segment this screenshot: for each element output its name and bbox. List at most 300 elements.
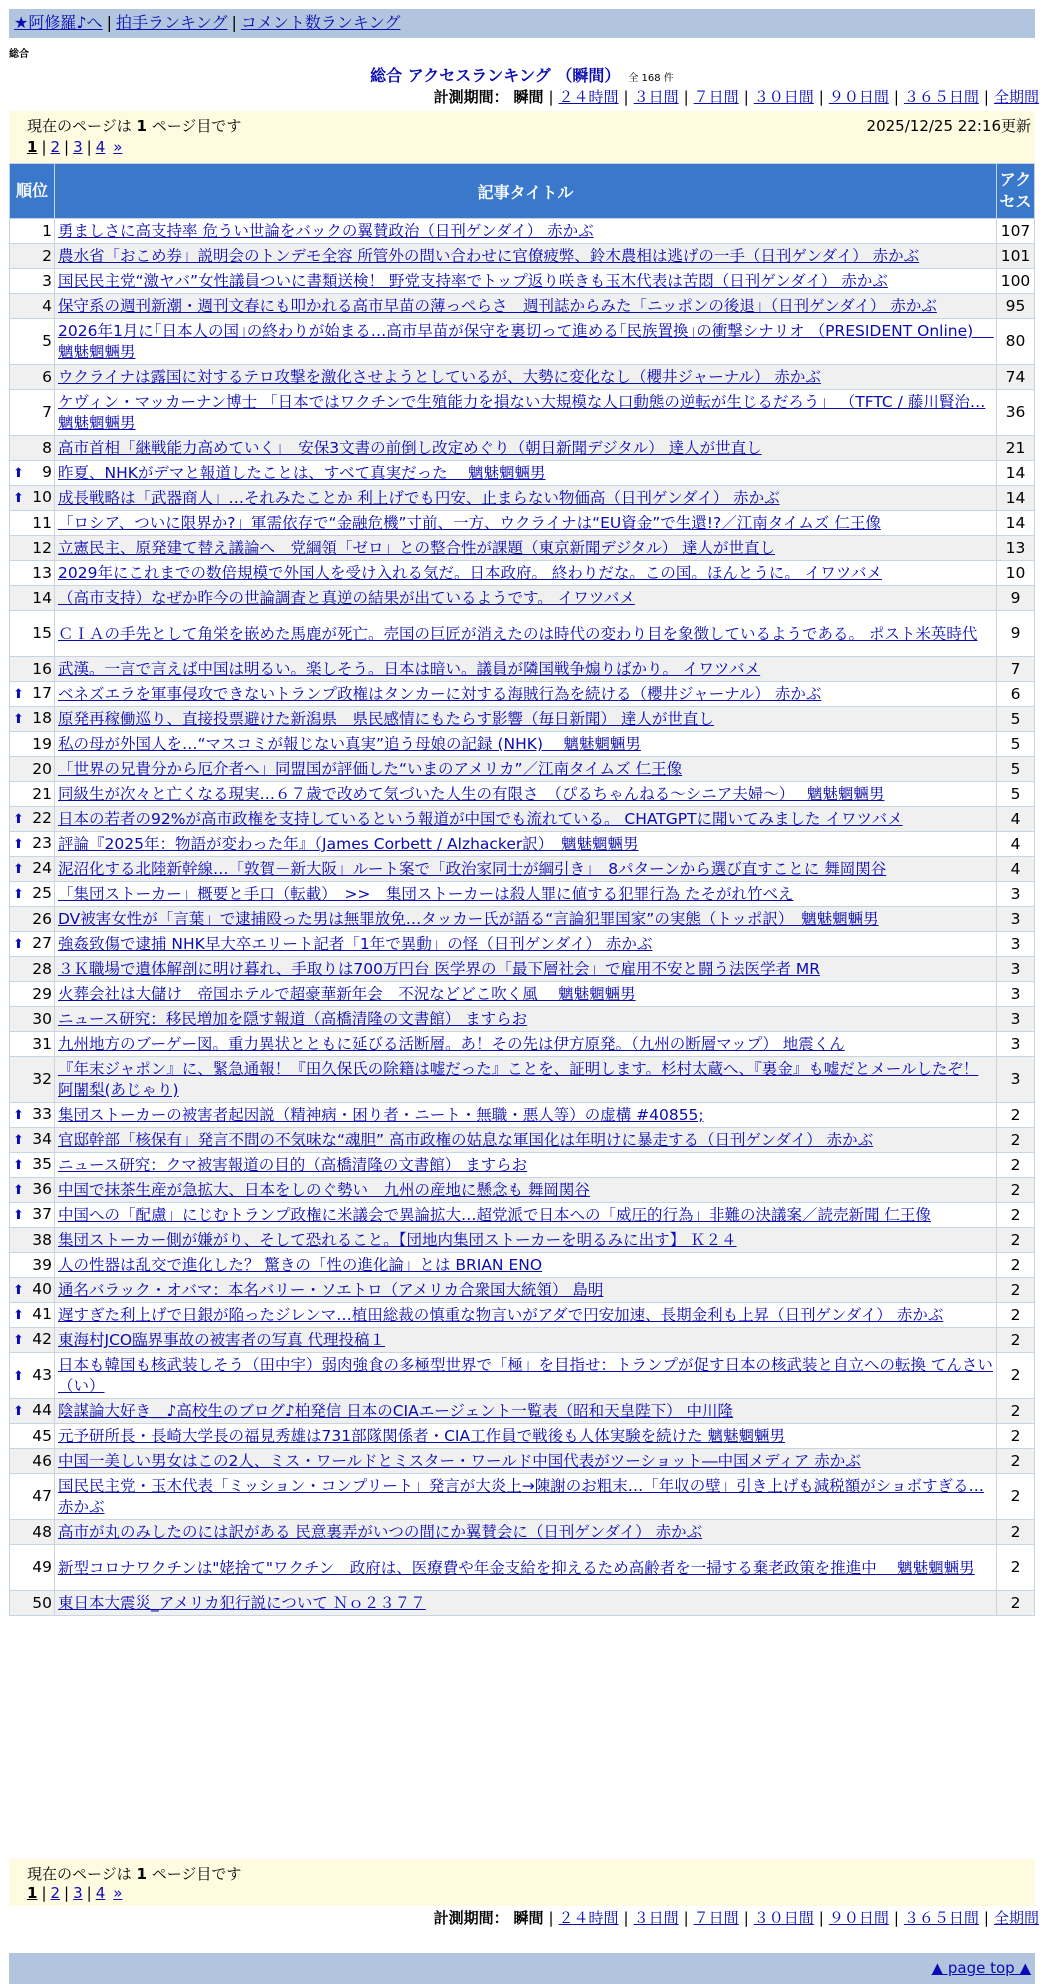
pager-link-2[interactable]: 2 <box>50 138 61 156</box>
title-cell <box>55 882 997 907</box>
access-count: 95 <box>997 294 1035 319</box>
article-link[interactable]: ニュース研究：移民増加を隠す報道（高橋清隆の文書館） ますらお <box>58 1010 528 1028</box>
article-link[interactable]: 同級生が次々と亡くなる現実…６７歳で改めて気づいた人生の有限さ （ぴるちゃんねる〜シニア夫婦〜） 魑魅魍魎男 <box>58 785 885 803</box>
article-link[interactable]: 2026年1月に｢日本人の国｣の終わりが始まる…高市早苗が保守を裏切って進める｢民族置換｣の衝撃シナリオ （PRESIDENT Online) 魑魅魍魎男 <box>58 322 994 361</box>
access-count: 36 <box>997 390 1035 436</box>
table-row <box>10 1449 1035 1474</box>
article-link[interactable]: ３Ｋ職場で遺体解剖に明け暮れ、手取りは700万円台 医学界の「最下層社会」で雇用不安と闘う法医学者 MR <box>58 960 821 978</box>
rank-cell <box>10 1545 55 1591</box>
article-link[interactable]: 九州地方のブーゲー図。重力異状とともに延びる活断層。あ！その先は伊方原発。（九州の断層マップ） 地震くん <box>58 1035 845 1053</box>
access-count: 2 <box>997 1474 1035 1520</box>
article-link[interactable]: 火葬会社は大儲け 帝国ホテルで超豪華新年会 不況などどこ吹く風 魑魅魍魎男 <box>58 985 636 1003</box>
article-link[interactable]: 私の母が外国人を…“マスコミが報じない真実”追う母娘の記録 (NHK) 魑魅魍魎男 <box>58 735 641 753</box>
access-count: 2 <box>997 1278 1035 1303</box>
rank-number: 11 <box>32 513 52 532</box>
title-cell <box>55 732 997 757</box>
rank-cell <box>10 586 55 611</box>
article-link[interactable]: 『年末ジャポン』に、緊急通報！『田久保氏の除籍は嘘だった』ことを、証明します。杉村太蔵へ、『裏金』も嘘だとメールしたぞ！ 阿闍梨(あじゃり) <box>58 1060 979 1099</box>
table-row <box>10 1103 1035 1128</box>
article-link[interactable]: 国民民主党“激ヤバ”女性議員ついに書類送検！ 野党支持率でトップ返り咲きも玉木代表は苦悶（日刊ゲンダイ） 赤かぶ <box>58 272 888 290</box>
access-count: 107 <box>997 219 1035 244</box>
rank-cell <box>10 832 55 857</box>
article-link[interactable]: 新型コロナワクチンは"姥捨て"ワクチン 政府は、医療費や年金支給を抑えるため高齢者を一掃する棄老政策を推進中 魑魅魍魎男 <box>58 1558 975 1577</box>
period-link-7d[interactable]: ７日間 <box>693 88 739 106</box>
period-link-90d[interactable]: ９０日間 <box>828 88 889 106</box>
title-cell <box>55 1007 997 1032</box>
article-link[interactable]: 泥沼化する北陸新幹線…「敦賀－新大阪」ルート案で「政治家同士が綱引き」 8パターンから選び直すことに 舞岡関谷 <box>58 860 887 878</box>
rank-number: 31 <box>32 1034 52 1053</box>
up-arrow-icon: ⬆ <box>13 687 24 702</box>
article-link[interactable]: ケヴィン・マッカーナン博士 「日本ではワクチンで生殖能力を損ない大規模な人口動態の逆転が生じるだろう」 （TFTC / 藤川賢治… 魑魅魍魎男 <box>58 393 986 432</box>
title-cell <box>55 1474 997 1520</box>
rank-cell <box>10 1178 55 1203</box>
rank-number: 15 <box>32 624 52 642</box>
table-row <box>10 561 1035 586</box>
page-top-link[interactable]: ▲ page top ▲ <box>931 1959 1031 1977</box>
rank-number: 22 <box>32 809 52 827</box>
access-count: 5 <box>997 707 1035 732</box>
article-link[interactable]: （高市支持）なぜか昨今の世論調査と真逆の結果が出ているようです。 イワツバメ <box>58 589 635 607</box>
rank-cell <box>10 1424 55 1449</box>
access-count: 4 <box>997 807 1035 832</box>
period-link-365d[interactable]: ３６５日間 <box>903 1909 979 1927</box>
article-link[interactable]: 勇ましさに高支持率 危うい世論をバックの翼賛政治（日刊ゲンダイ） 赤かぶ <box>58 222 594 240</box>
title-cell <box>55 461 997 486</box>
table-row <box>10 1353 1035 1399</box>
table-row <box>10 1228 1035 1253</box>
rank-cell <box>10 294 55 319</box>
period-link-7d[interactable]: ７日間 <box>693 1909 739 1927</box>
article-link[interactable]: 中国一美しい男女はこの2人、ミス・ワールドとミスター・ワールド中国代表がツーショット―中国メディア 赤かぶ <box>58 1452 861 1470</box>
access-count: 10 <box>997 561 1035 586</box>
article-link[interactable]: 遅すぎた利上げで日銀が陥ったジレンマ…植田総裁の慎重な物言いがアダで円安加速、長期金利も上昇（日刊ゲンダイ） 赤かぶ <box>58 1306 944 1324</box>
rank-cell <box>10 1591 55 1616</box>
title-cell <box>55 832 997 857</box>
rank-number: 28 <box>32 959 52 978</box>
up-arrow-icon: ⬆ <box>13 1208 24 1223</box>
rank-number: 7 <box>42 403 52 421</box>
table-row <box>10 782 1035 807</box>
access-count: 14 <box>997 486 1035 511</box>
rank-number: 44 <box>32 1401 52 1419</box>
period-link-90d[interactable]: ９０日間 <box>828 1909 889 1927</box>
table-row <box>10 1474 1035 1520</box>
table-row <box>10 1032 1035 1057</box>
nav-link-clap-ranking[interactable]: 拍手ランキング <box>115 13 228 32</box>
title-cell <box>55 511 997 536</box>
rank-cell <box>10 319 55 365</box>
ranking-table-body <box>10 219 1035 1616</box>
table-row <box>10 1303 1035 1328</box>
page-title-text: 総合 アクセスランキング （瞬間） <box>370 66 621 85</box>
access-count: 3 <box>997 957 1035 982</box>
title-cell <box>55 1328 997 1353</box>
title-cell <box>55 682 997 707</box>
article-link[interactable]: ＣＩＡの手先として角栄を嵌めた馬鹿が死亡。売国の巨匠が消えたのは時代の変わり目を象徴しているようである。 ポスト米英時代 <box>58 624 978 643</box>
up-arrow-icon: ⬆ <box>13 862 24 877</box>
rank-number: 6 <box>42 367 52 386</box>
access-count: 2 <box>997 1520 1035 1545</box>
rank-cell <box>10 657 55 682</box>
article-link[interactable]: 高市首相「継戦能力高めていく」 安保3文書の前倒し改定めぐり（朝日新聞デジタル） 達人が世直し <box>58 439 762 457</box>
period-link-3d[interactable]: ３日間 <box>633 88 679 106</box>
title-cell <box>55 1353 997 1399</box>
rank-number: 4 <box>42 296 52 315</box>
rank-number: 42 <box>32 1330 52 1348</box>
rank-number: 32 <box>32 1070 52 1088</box>
rank-number: 46 <box>32 1451 52 1470</box>
table-row <box>10 1253 1035 1278</box>
pager-top: 1 | 2 | 3 | 4 » <box>27 138 123 156</box>
rank-number: 33 <box>32 1105 52 1123</box>
access-count: 3 <box>997 932 1035 957</box>
pager-next[interactable]: » <box>113 1884 123 1902</box>
period-link-all[interactable]: 全期間 <box>993 88 1039 106</box>
table-row <box>10 1203 1035 1228</box>
rank-number: 30 <box>32 1009 52 1028</box>
access-count: 3 <box>997 1057 1035 1103</box>
rank-number: 17 <box>32 684 52 702</box>
period-current: 瞬間 <box>513 88 544 106</box>
rank-cell <box>10 707 55 732</box>
up-arrow-icon: ⬆ <box>13 937 24 952</box>
article-link[interactable]: 評論『2025年：物語が変わった年』（James Corbett / Alzhacker訳） 魑魅魍魎男 <box>58 835 639 853</box>
up-arrow-icon: ⬆ <box>13 1404 24 1419</box>
article-link[interactable]: 国民民主党・玉木代表「ミッション・コンプリート」発言が大炎上→陳謝のお粗末…「年収の壁」引き上げも減税額がショボすぎる… 赤かぶ <box>58 1477 984 1516</box>
pager-link-4[interactable]: 4 <box>95 138 106 156</box>
access-count: 2 <box>997 1328 1035 1353</box>
pager-link-4[interactable]: 4 <box>95 1884 106 1902</box>
article-link[interactable]: 高市が丸のみしたのには訳がある 民意裏弄がいつの間にか翼賛会に（日刊ゲンダイ） 赤かぶ <box>58 1523 703 1541</box>
title-cell <box>55 219 997 244</box>
access-count: 3 <box>997 882 1035 907</box>
article-link[interactable]: ウクライナは露国に対するテロ攻撃を激化させようとしているが、大勢に変化なし（櫻井ジャーナル） 赤かぶ <box>58 368 821 386</box>
article-link[interactable]: 昨夏、NHKがデマと報道したことは、すべて真実だった 魑魅魍魎男 <box>58 464 546 482</box>
rank-cell <box>10 907 55 932</box>
article-link[interactable]: DV被害女性が「言葉」で逮捕殴った男は無罪放免…タッカー氏が語る“言論犯罪国家”の実態（トッポ訳） 魑魅魍魎男 <box>58 910 879 928</box>
rank-number: 14 <box>32 588 52 607</box>
rank-cell <box>10 1057 55 1103</box>
article-link[interactable]: 官邸幹部「核保有」発言不問の不気味な“魂胆” 高市政権の姑息な軍国化は年明けに暴走する（日刊ゲンダイ） 赤かぶ <box>58 1131 874 1149</box>
title-cell <box>55 1424 997 1449</box>
title-cell <box>55 1591 997 1616</box>
header-access: アクセス <box>997 164 1035 219</box>
rank-number: 19 <box>32 734 52 753</box>
table-row <box>10 294 1035 319</box>
title-cell <box>55 1520 997 1545</box>
article-link[interactable]: 強姦致傷で逮捕 NHK早大卒エリート記者「1年で異動」の怪（日刊ゲンダイ） 赤かぶ <box>58 935 653 953</box>
access-count: 3 <box>997 982 1035 1007</box>
rank-cell <box>10 1007 55 1032</box>
access-count: 2 <box>997 1103 1035 1128</box>
article-link[interactable]: 陰謀論大好き＿♪高校生のブログ♪柏発信 日本のCIAエージェント一覧表（昭和天皇陛下） 中川隆 <box>58 1402 734 1420</box>
table-row <box>10 1545 1035 1591</box>
rank-cell <box>10 1278 55 1303</box>
up-arrow-icon: ⬆ <box>13 1133 24 1148</box>
rank-cell <box>10 365 55 390</box>
rank-number: 3 <box>42 271 52 290</box>
access-count: 21 <box>997 436 1035 461</box>
current-page-number: 1 <box>136 1865 147 1883</box>
title-cell <box>55 536 997 561</box>
table-row <box>10 907 1035 932</box>
table-row <box>10 1278 1035 1303</box>
rank-number: 43 <box>32 1365 52 1384</box>
rank-cell <box>10 882 55 907</box>
article-link[interactable]: ベネズエラを軍事侵攻できないトランプ政権はタンカーに対する海賊行為を続ける（櫻井ジャーナル） 赤かぶ <box>58 685 822 703</box>
access-count: 2 <box>997 1545 1035 1591</box>
pager-link-2[interactable]: 2 <box>50 1884 61 1902</box>
current-page-number: 1 <box>136 117 147 135</box>
up-arrow-icon: ⬆ <box>13 1183 24 1198</box>
table-row <box>10 219 1035 244</box>
period-link-24h[interactable]: ２４時間 <box>558 1909 619 1927</box>
rank-cell <box>10 1474 55 1520</box>
article-link[interactable]: 武漢。一言で言えば中国は明るい。楽しそう。日本は暗い。議員が隣国戦争煽りばかり。 イワツバメ <box>58 660 761 678</box>
title-cell <box>55 1203 997 1228</box>
title-cell <box>55 657 997 682</box>
access-count: 2 <box>997 1253 1035 1278</box>
article-link[interactable]: 中国への「配慮」にじむトランプ政権に米議会で異論拡大…超党派で日本への「威圧的行為」非難の決議案／読売新聞 仁王像 <box>58 1206 931 1224</box>
article-link[interactable]: 元予研所長・長崎大学長の福見秀雄は731部隊関係者・CIA工作員で戦後も人体実験を続けた 魑魅魍魎男 <box>58 1427 786 1445</box>
rank-number: 35 <box>32 1155 52 1173</box>
rank-number: 50 <box>32 1593 52 1612</box>
period-label: 計測期間： <box>433 1909 509 1927</box>
current-page-suffix: ページ目です <box>151 1865 242 1883</box>
table-row <box>10 1178 1035 1203</box>
table-row <box>10 957 1035 982</box>
access-count: 2 <box>997 1128 1035 1153</box>
table-row <box>10 707 1035 732</box>
article-link[interactable]: 人の性器は乱交で進化した？ 驚きの「性の進化論」とは BRIAN ENO <box>58 1256 543 1274</box>
access-count: 6 <box>997 682 1035 707</box>
rank-number: 18 <box>32 709 52 727</box>
period-link-3d[interactable]: ３日間 <box>633 1909 679 1927</box>
updated-timestamp: 2025/12/25 22:16更新 <box>866 117 1031 135</box>
rank-cell <box>10 244 55 269</box>
period-current: 瞬間 <box>513 1909 544 1927</box>
rank-number: 10 <box>32 488 52 506</box>
rank-number: 24 <box>32 859 52 877</box>
table-row <box>10 1007 1035 1032</box>
rank-cell <box>10 1399 55 1424</box>
title-cell <box>55 982 997 1007</box>
up-arrow-icon: ⬆ <box>13 1158 24 1173</box>
title-cell <box>55 932 997 957</box>
access-count: 2 <box>997 1399 1035 1424</box>
pager-bottom: 1 | 2 | 3 | 4 » <box>27 1884 123 1902</box>
rank-number: 9 <box>42 463 52 481</box>
article-link[interactable]: 東海村JCO臨界事故の被害者の写真 代理投稿１ <box>58 1331 386 1349</box>
table-row <box>10 982 1035 1007</box>
article-link[interactable]: 「世界の兄貴分から厄介者へ」同盟国が評価した“いまのアメリカ”／江南タイムズ 仁王像 <box>58 760 683 778</box>
header-title: 記事タイトル <box>55 164 997 219</box>
access-count: 2 <box>997 1353 1035 1399</box>
title-cell <box>55 857 997 882</box>
access-count: 3 <box>997 907 1035 932</box>
article-link[interactable]: 日本も韓国も核武装しそう（田中宇）弱肉強食の多極型世界で「極」を目指せ：トランプが促す日本の核武装と自立への転換 てんさい（い） <box>58 1356 993 1395</box>
pager-link-3[interactable]: 3 <box>73 138 83 156</box>
title-cell <box>55 1399 997 1424</box>
rank-number: 26 <box>32 909 52 928</box>
article-link[interactable]: 「集団ストーカー」概要と手口（転載） >> 集団ストーカーは殺人罪に値する犯罪行為 たそがれ竹べえ <box>58 885 794 903</box>
nav-link-comment-ranking[interactable]: コメント数ランキング <box>240 13 401 32</box>
rank-cell <box>10 219 55 244</box>
article-link[interactable]: 原発再稼働巡り、直接投票避けた新潟県 県民感情にもたらす影響（毎日新聞） 達人が世直し <box>58 710 714 728</box>
access-count: 9 <box>997 611 1035 657</box>
title-cell <box>55 244 997 269</box>
up-arrow-icon: ⬆ <box>13 1108 24 1123</box>
article-link[interactable]: 「ロシア、ついに限界か?」軍需依存で“金融危機”寸前、一方、ウクライナは“EU資金”で生還!?／江南タイムズ 仁王像 <box>58 514 881 532</box>
period-link-30d[interactable]: ３０日間 <box>753 1909 814 1927</box>
table-row <box>10 657 1035 682</box>
access-count: 2 <box>997 1153 1035 1178</box>
table-row <box>10 461 1035 486</box>
rank-cell <box>10 757 55 782</box>
table-row <box>10 269 1035 294</box>
rank-number: 40 <box>32 1280 52 1298</box>
rank-cell <box>10 1328 55 1353</box>
pager-next[interactable]: » <box>113 138 123 156</box>
table-row <box>10 882 1035 907</box>
article-link[interactable]: ニュース研究：クマ被害報道の目的（高橋清隆の文書館） ますらお <box>58 1156 528 1174</box>
rank-cell <box>10 1353 55 1399</box>
table-header-row <box>10 164 1035 219</box>
rank-number: 48 <box>32 1522 52 1541</box>
table-row <box>10 611 1035 657</box>
title-cell <box>55 390 997 436</box>
rank-cell <box>10 1228 55 1253</box>
table-row <box>10 1328 1035 1353</box>
table-row <box>10 436 1035 461</box>
nav-link-asyura[interactable]: ★阿修羅♪へ <box>14 13 103 32</box>
title-cell <box>55 907 997 932</box>
nav-separator: | <box>231 13 237 32</box>
up-arrow-icon: ⬆ <box>13 466 24 481</box>
article-link[interactable]: 成長戦略は「武器商人」…それみたことか 利上げでも円安、止まらない物価高（日刊ゲンダイ） 赤かぶ <box>58 489 780 507</box>
access-count: 14 <box>997 511 1035 536</box>
rank-number: 5 <box>42 332 52 350</box>
access-count: 101 <box>997 244 1035 269</box>
rank-number: 49 <box>32 1558 52 1576</box>
rank-number: 2 <box>42 246 52 265</box>
rank-cell <box>10 1153 55 1178</box>
period-link-all[interactable]: 全期間 <box>993 1909 1039 1927</box>
access-count: 2 <box>997 1424 1035 1449</box>
article-link[interactable]: 集団ストーカー側が嫌がり、そして恐れること。【団地内集団ストーカーを明るみに出す】 Ｋ２４ <box>58 1231 737 1249</box>
table-row <box>10 807 1035 832</box>
period-link-30d[interactable]: ３０日間 <box>753 88 814 106</box>
page-top-bar <box>9 1953 1035 1984</box>
rank-number: 12 <box>32 538 52 557</box>
rank-cell <box>10 1303 55 1328</box>
title-cell <box>55 486 997 511</box>
title-cell <box>55 1103 997 1128</box>
access-count: 74 <box>997 365 1035 390</box>
article-link[interactable]: 保守系の週刊新潮・週刊文春にも叩かれる高市早苗の薄っぺらさ 週刊誌からみた「ニッポンの後退」（日刊ゲンダイ） 赤かぶ <box>58 297 937 315</box>
period-link-365d[interactable]: ３６５日間 <box>903 88 979 106</box>
rank-cell <box>10 486 55 511</box>
article-link[interactable]: 日本の若者の92%が高市政権を支持しているという報道が中国でも流れている。 CHATGPTに聞いてみました イワツバメ <box>58 810 903 828</box>
article-link[interactable]: 農水省「おこめ券」説明会のトンデモ全容 所管外の問い合わせに官僚疲弊、鈴木農相は逃げの一手（日刊ゲンダイ） 赤かぶ <box>58 247 920 265</box>
status-panel-bottom <box>9 1859 1035 1906</box>
period-link-24h[interactable]: ２４時間 <box>558 88 619 106</box>
period-selector-top: 計測期間： 瞬間 | ２４時間 | ３日間 | ７日間 | ３０日間 | ９０日間 | ３６５日間 | 全期間 <box>433 88 1039 106</box>
access-count: 5 <box>997 732 1035 757</box>
article-link[interactable]: 通名バラック・オバマ：本名バリー・ソエトロ（アメリカ合衆国大統領） 島明 <box>58 1281 604 1299</box>
rank-cell <box>10 1103 55 1128</box>
up-arrow-icon: ⬆ <box>13 1308 24 1323</box>
table-row <box>10 1128 1035 1153</box>
rank-cell <box>10 1449 55 1474</box>
access-count: 2 <box>997 1303 1035 1328</box>
up-arrow-icon: ⬆ <box>13 712 24 727</box>
table-row <box>10 319 1035 365</box>
title-cell <box>55 1032 997 1057</box>
access-count: 4 <box>997 832 1035 857</box>
rank-number: 29 <box>32 984 52 1003</box>
rank-number: 38 <box>32 1230 52 1249</box>
rank-cell <box>10 982 55 1007</box>
rank-cell <box>10 782 55 807</box>
article-link[interactable]: 立憲民主、原発建て替え議論へ 党綱領「ゼロ」との整合性が課題（東京新聞デジタル） 達人が世直し <box>58 539 776 557</box>
table-row <box>10 1591 1035 1616</box>
title-cell <box>55 365 997 390</box>
period-selector-bottom: 計測期間： 瞬間 | ２４時間 | ３日間 | ７日間 | ３０日間 | ９０日間 | ３６５日間 | 全期間 <box>433 1909 1039 1927</box>
access-count: 2 <box>997 1591 1035 1616</box>
title-cell <box>55 1153 997 1178</box>
up-arrow-icon: ⬆ <box>13 1368 24 1384</box>
table-row <box>10 536 1035 561</box>
up-arrow-icon: ⬆ <box>13 812 24 827</box>
rank-number: 8 <box>42 438 52 457</box>
title-cell <box>55 1253 997 1278</box>
rank-cell <box>10 536 55 561</box>
rank-cell <box>10 932 55 957</box>
article-link[interactable]: 東日本大震災_アメリカ犯行説について Ｎｏ２３７７ <box>58 1594 426 1612</box>
table-row <box>10 757 1035 782</box>
rank-number: 20 <box>32 759 52 778</box>
top-nav-links <box>14 12 400 34</box>
rank-number: 41 <box>32 1305 52 1323</box>
article-link[interactable]: 2029年にこれまでの数倍規模で外国人を受け入れる気だ。日本政府。 終わりだな。この国。ほんとうに。 イワツバメ <box>58 564 882 582</box>
rank-cell <box>10 682 55 707</box>
pager-link-3[interactable]: 3 <box>73 1884 83 1902</box>
rank-number: 1 <box>42 221 52 240</box>
title-cell <box>55 807 997 832</box>
article-link[interactable]: 集団ストーカーの被害者起因説（精神病・困り者・ニート・無職・悪人等）の虚構 #40855; <box>58 1106 704 1124</box>
table-row <box>10 1153 1035 1178</box>
title-cell <box>55 1228 997 1253</box>
rank-cell <box>10 1032 55 1057</box>
access-count: 2 <box>997 1449 1035 1474</box>
up-arrow-icon: ⬆ <box>13 491 24 506</box>
status-panel-top <box>9 111 1035 163</box>
title-cell <box>55 1278 997 1303</box>
article-link[interactable]: 中国で抹茶生産が急拡大、日本をしのぐ勢い 九州の産地に懸念も 舞岡関谷 <box>58 1181 590 1199</box>
table-row <box>10 511 1035 536</box>
rank-cell <box>10 561 55 586</box>
rank-number: 16 <box>32 659 52 678</box>
access-count: 80 <box>997 319 1035 365</box>
rank-number: 37 <box>32 1205 52 1223</box>
up-arrow-icon: ⬆ <box>13 837 24 852</box>
up-arrow-icon: ⬆ <box>13 887 24 902</box>
rank-number: 13 <box>32 563 52 582</box>
table-row <box>10 390 1035 436</box>
table-row <box>10 1424 1035 1449</box>
table-row <box>10 682 1035 707</box>
